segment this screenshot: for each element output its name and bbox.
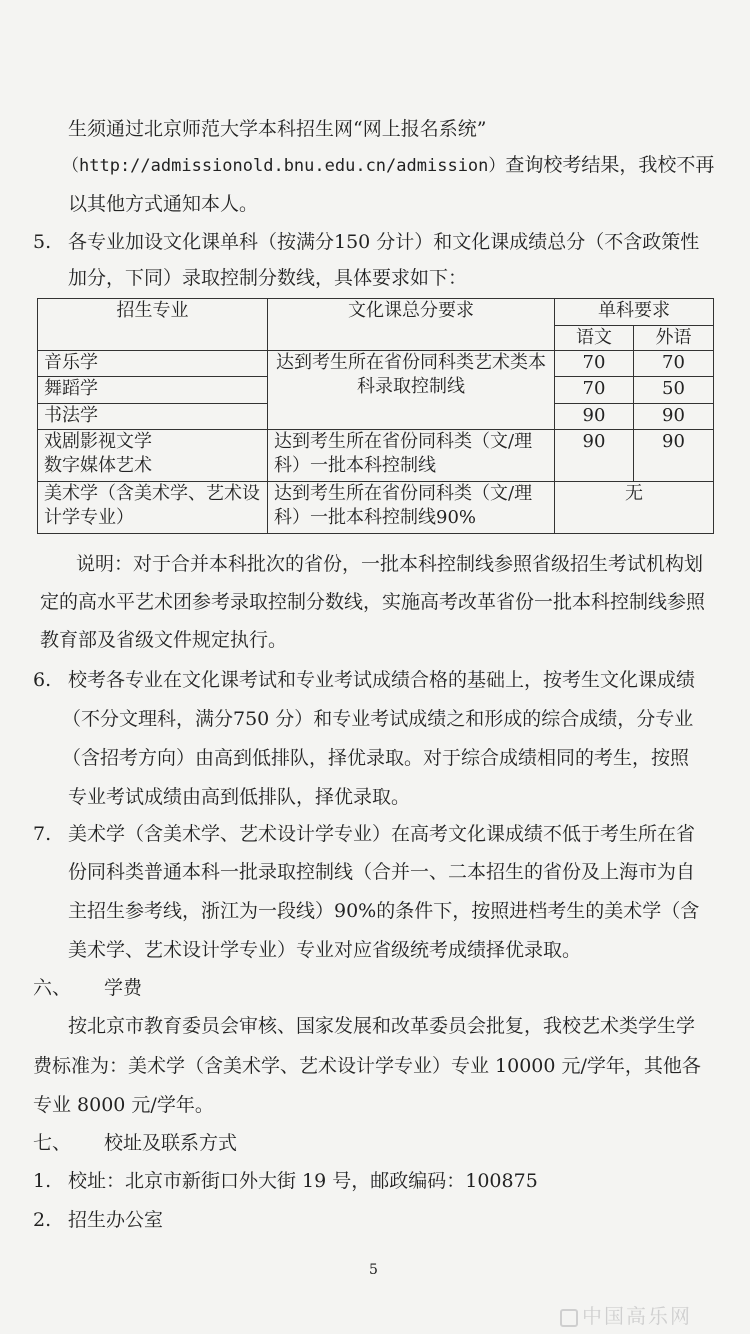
address-number: 1. [33, 1170, 52, 1192]
header-chinese: 语文 [555, 326, 634, 351]
item-7-line-1: 美术学（含美术学、艺术设计学专业）在高考文化课成绩不低于考生所在省 [68, 823, 696, 845]
music-chinese-score: 70 [555, 351, 634, 377]
item-7-line-4: 美术学、艺术设计学专业）专业对应省级统考成绩择优录取。 [68, 939, 582, 961]
major-music: 音乐学 [38, 351, 268, 377]
calligraphy-chinese-score: 90 [555, 404, 634, 430]
header-major: 招生专业 [38, 299, 268, 351]
admissions-office: 招生办公室 [68, 1209, 164, 1231]
item-5-line-2: 加分，下同）录取控制分数线，具体要求如下： [68, 267, 468, 289]
section-7-number: 七、 [33, 1132, 72, 1154]
section-6-line-2: 费标准为：美术学（含美术学、艺术设计学专业）专业 10000 元/学年，其他各 [33, 1055, 701, 1077]
music-foreign-score: 70 [634, 351, 714, 377]
note-line-1: 说明：对于合并本科批次的省份，一批本科控制线参照省级招生考试机构划 [76, 553, 704, 575]
header-single-subject: 单科要求 [555, 299, 714, 326]
admission-url[interactable]: （http://admissionold.bnu.edu.cn/admission） [62, 156, 506, 176]
item-5-number: 5. [33, 231, 52, 253]
major-dance: 舞蹈学 [38, 377, 268, 404]
item-6-line-2: （不分文理科，满分750 分）和专业考试成绩之和形成的综合成绩，分专业 [62, 708, 694, 730]
item-6-number: 6. [33, 669, 52, 691]
section-6-number: 六、 [33, 977, 72, 999]
intro-line-2 [62, 153, 714, 178]
page-number: 5 [369, 1262, 378, 1278]
score-requirements-table [37, 298, 714, 534]
major-fine-arts: 美术学（含美术学、艺术设计学专业） [38, 482, 268, 534]
admissions-office-number: 2. [33, 1209, 52, 1231]
note-line-3: 教育部及省级文件规定执行。 [40, 629, 288, 651]
watermark-text: 中国高乐网 [582, 1304, 692, 1328]
major-digital-media-art: 数字媒体艺术 [44, 455, 152, 476]
item-6-line-1: 校考各专业在文化课考试和专业考试成绩合格的基础上，按考生文化课成绩 [68, 669, 696, 691]
section-7-title: 校址及联系方式 [104, 1132, 238, 1154]
section-6-title: 学费 [104, 977, 143, 999]
intro-line-2-rest: 查询校考结果，我校不再 [505, 154, 715, 176]
drama-chinese-score: 90 [555, 430, 634, 482]
total-first-batch: 达到考生所在省份同科类（文/理科）一批本科控制线 [268, 430, 555, 482]
watermark-logo-icon [560, 1309, 578, 1327]
major-calligraphy: 书法学 [38, 404, 268, 430]
item-5-line-1: 各专业加设文化课单科（按满分150 分计）和文化课成绩总分（不含政策性 [68, 231, 700, 253]
dance-foreign-score: 50 [634, 377, 714, 404]
item-6-line-4: 专业考试成绩由高到低排队，择优录取。 [68, 786, 411, 808]
major-drama-film-literature: 戏剧影视文学 [44, 431, 152, 452]
total-art-undergrad: 达到考生所在省份同科类艺术类本科录取控制线 [268, 351, 555, 430]
drama-foreign-score: 90 [634, 430, 714, 482]
item-7-line-3: 主招生参考线，浙江为一段线）90%的条件下，按照进档考生的美术学（含 [68, 900, 700, 922]
note-line-2: 定的高水平艺术团参考录取控制分数线，实施高考改革省份一批本科控制线参照 [40, 591, 706, 613]
watermark [560, 1300, 692, 1329]
calligraphy-foreign-score: 90 [634, 404, 714, 430]
item-6-line-3: （含招考方向）由高到低排队，择优录取。对于综合成绩相同的考生，按照 [62, 747, 690, 769]
item-7-number: 7. [33, 823, 52, 845]
intro-line-3: 以其他方式通知本人。 [68, 193, 259, 215]
header-foreign-language: 外语 [634, 326, 714, 351]
school-address: 校址：北京市新街口外大街 19 号，邮政编码：100875 [68, 1170, 538, 1192]
major-drama-media [38, 430, 268, 482]
fine-arts-single-none: 无 [555, 482, 714, 534]
section-6-line-3: 专业 8000 元/学年。 [33, 1094, 214, 1116]
total-first-batch-90: 达到考生所在省份同科类（文/理科）一批本科控制线90% [268, 482, 555, 534]
dance-chinese-score: 70 [555, 377, 634, 404]
item-7-line-2: 份同科类普通本科一批录取控制线（合并一、二本招生的省份及上海市为自 [68, 861, 696, 883]
section-6-line-1: 按北京市教育委员会审核、国家发展和改革委员会批复，我校艺术类学生学 [68, 1015, 696, 1037]
header-total-score: 文化课总分要求 [268, 299, 555, 351]
intro-line-1: 生须通过北京师范大学本科招生网“网上报名系统” [68, 118, 487, 140]
